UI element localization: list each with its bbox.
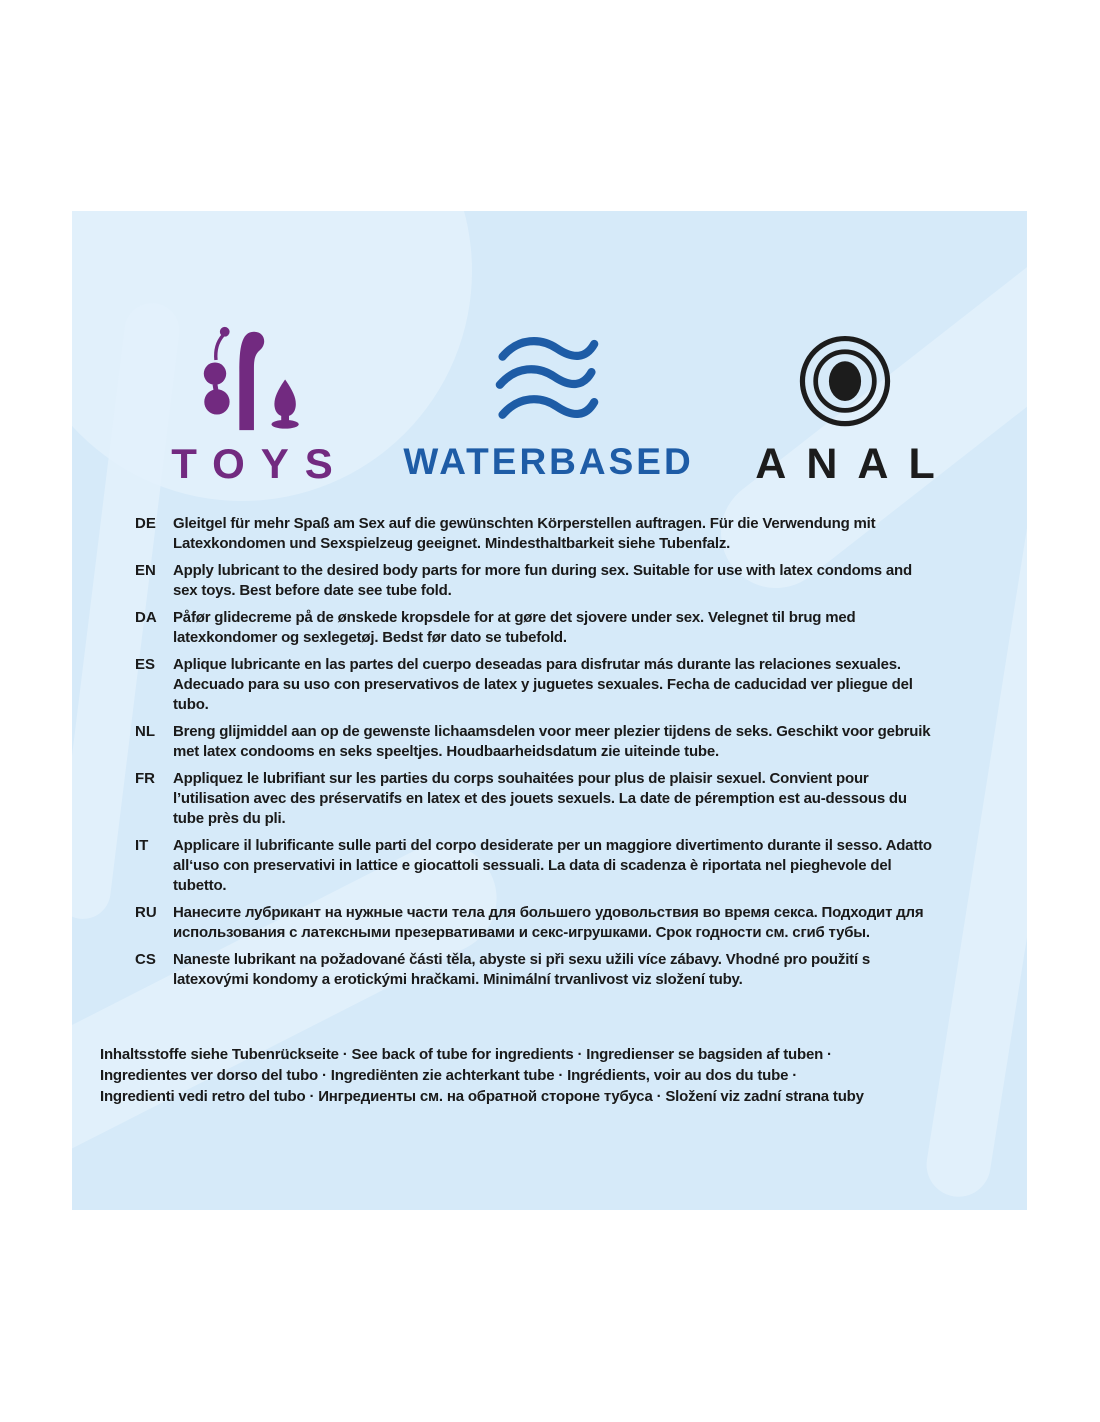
badge-waterbased <box>392 323 702 480</box>
instructions-list <box>135 514 935 997</box>
language-code: FR <box>135 770 155 787</box>
language-code: NL <box>135 723 155 740</box>
badge-toys <box>147 323 357 485</box>
instruction-text: Apply lubricant to the desired body parts for more fun during sex. Suitable for use with latex condoms and sex toys. Best before date see tube fold. <box>173 562 912 599</box>
ingredients-footer-line: Ingredienti vedi retro del tubo · Ингредиенты см. на обратной стороне тубуса · Složení viz zadní strana tuby <box>100 1088 864 1105</box>
panel-content <box>72 211 1027 1210</box>
instruction-text: Нанесите лубрикант на нужные части тела для большего удовольствия во время секса. Подходит для использования с латексными презервативами и секс-игрушками. Срок годности см. сгиб тубы. <box>173 904 924 941</box>
language-code: CS <box>135 951 156 968</box>
instruction-row <box>135 561 935 601</box>
water-waves-icon <box>488 323 606 435</box>
instruction-row <box>135 903 935 943</box>
instruction-row <box>135 514 935 554</box>
language-code: IT <box>135 837 149 854</box>
language-code: ES <box>135 656 156 673</box>
ingredients-footer-line: Ingredientes ver dorso del tubo · Ingrediënten zie achterkant tube · Ingrédients, voir au dos du tube · <box>100 1067 797 1084</box>
badge-toys-label: TOYS <box>171 440 349 487</box>
instruction-text: Breng glijmiddel aan op de gewenste lichaamsdelen voor meer plezier tijdens de seks. Geschikt voor gebruik met latex condooms en seks speeltjes. Houdbaarheidsdatum zie uiteinde tube. <box>173 723 931 760</box>
language-code: DE <box>135 515 156 532</box>
badge-anal <box>740 323 955 488</box>
instruction-text: Applicare il lubrificante sulle parti del corpo desiderate per un maggiore divertimento durante il sesso. Adatto all‘uso con preservativi in lattice e giocattoli sessuali. La data di scadenza è riportata nel pieghevole del tubetto. <box>173 837 932 894</box>
ingredients-footer-line: Inhaltsstoffe siehe Tubenrückseite · See back of tube for ingredients · Ingredienser se bagsiden af tuben · <box>100 1046 832 1063</box>
ingredients-footer <box>100 1044 1000 1107</box>
instruction-row <box>135 608 935 648</box>
concentric-circles-icon <box>793 323 897 435</box>
instruction-text: Gleitgel für mehr Spaß am Sex auf die gewünschten Körperstellen auftragen. Für die Verwendung mit Latexkondomen und Sexspielzeug geeignet. Mindesthaltbarkeit siehe Tubenfalz. <box>173 515 876 552</box>
instruction-text: Appliquez le lubrifiant sur les parties du corps souhaitées pour plus de plaisir sexuel. Convient pour l’utilisation avec des préservatifs en latex et des jouets sexuels. La date de péremption est au-dessous du tube près du pli. <box>173 770 907 827</box>
instruction-row <box>135 836 935 896</box>
language-code: EN <box>135 562 156 579</box>
instruction-text: Naneste lubrikant na požadované části těla, abyste si při sexu užili více zábavy. Vhodné pro použití s latexovými kondomy a erotickými hračkami. Minimální trvanlivost viz složení tuby. <box>173 951 871 988</box>
instruction-text: Påfør glidecreme på de ønskede kropsdele for at gøre det sjovere under sex. Velegnet til brug med latexkondomer og sexlegetøj. Bedst før dato se tubefold. <box>173 609 856 646</box>
language-code: DA <box>135 609 157 626</box>
language-code: RU <box>135 904 157 921</box>
badge-anal-label: ANAL <box>755 440 955 488</box>
instruction-text: Aplique lubricante en las partes del cuerpo deseadas para disfrutar más durante las relaciones sexuales. Adecuado para su uso con preservativos de latex y juguetes sexuales. Fecha de caducidad ver pliegue del tubo. <box>173 656 913 713</box>
badge-waterbased-label: WATERBASED <box>403 441 694 482</box>
instruction-row <box>135 722 935 762</box>
instruction-row <box>135 769 935 829</box>
sex-toys-icon <box>188 323 316 435</box>
instruction-row <box>135 655 935 715</box>
label-panel <box>72 211 1027 1210</box>
instruction-row <box>135 950 935 990</box>
